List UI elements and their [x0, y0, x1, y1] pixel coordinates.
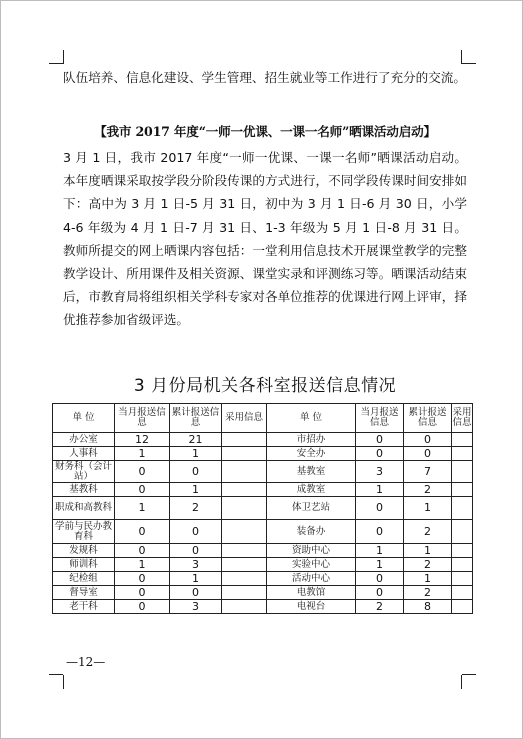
table-row — [53, 544, 473, 558]
cell-monthly: 0 — [356, 586, 404, 600]
table-row — [53, 461, 473, 483]
cell-monthly: 0 — [356, 520, 404, 544]
header-unit: 单 位 — [53, 404, 115, 433]
cell-monthly: 1 — [356, 544, 404, 558]
cell-cumulative: 1 — [404, 544, 452, 558]
cell-monthly: 0 — [115, 572, 170, 586]
crop-mark-bottom-right — [462, 674, 476, 675]
cell-unit: 实验中心 — [267, 558, 356, 572]
crop-mark-bottom-left — [63, 675, 64, 689]
header-cumulative: 累计报送信息 — [404, 404, 452, 433]
cell-adopted — [222, 483, 267, 497]
header-adopted: 采用信息 — [222, 404, 267, 433]
cell-monthly: 1 — [356, 558, 404, 572]
cell-adopted — [222, 544, 267, 558]
cell-monthly: 1 — [115, 497, 170, 520]
crop-mark-bottom-left — [49, 674, 63, 675]
cell-monthly: 0 — [115, 586, 170, 600]
table-header-row — [53, 404, 473, 433]
cell-cumulative: 2 — [404, 586, 452, 600]
table-row — [53, 600, 473, 614]
cell-monthly: 0 — [115, 520, 170, 544]
cell-cumulative: 2 — [404, 483, 452, 497]
cell-monthly: 3 — [356, 461, 404, 483]
cell-cumulative: 8 — [404, 600, 452, 614]
table-row — [53, 447, 473, 461]
cell-cumulative: 3 — [170, 600, 222, 614]
cell-monthly: 1 — [115, 447, 170, 461]
cell-cumulative: 0 — [170, 520, 222, 544]
cell-adopted — [222, 433, 267, 447]
cell-adopted — [222, 461, 267, 483]
cell-cumulative: 0 — [170, 544, 222, 558]
cell-cumulative: 2 — [170, 497, 222, 520]
header-monthly: 当月报送信息 — [356, 404, 404, 433]
cell-unit: 基教科 — [53, 483, 115, 497]
header-unit: 单 位 — [267, 404, 356, 433]
cell-adopted — [452, 558, 473, 572]
cell-cumulative: 0 — [170, 586, 222, 600]
crop-mark-top-right — [462, 63, 476, 64]
cell-adopted — [222, 600, 267, 614]
crop-mark-bottom-right — [461, 675, 462, 689]
cell-unit: 基教室 — [267, 461, 356, 483]
cell-monthly: 0 — [115, 461, 170, 483]
table-row — [53, 433, 473, 447]
page-number: —12— — [66, 655, 106, 669]
table-row — [53, 586, 473, 600]
table-title: 3 月份局机关各科室报送信息情况 — [133, 376, 397, 396]
cell-unit: 师训科 — [53, 558, 115, 572]
cell-adopted — [222, 520, 267, 544]
cell-unit: 发规科 — [53, 544, 115, 558]
section-body: 3 月 1 日，我市 2017 年度“一师一优课、一课一名师”晒课活动启动。本年度晒课采取按学段分阶段传课的方式进行，不同学段传课时间安排如下：高中为 3 月 1 日-5 月 31 日，初中为 3 月 1 日-6 月 30 日，小学 4-6 年级为 4 月 1 日-7 月 31 日、1-3 年级为 5 月 1 日-8 月 31 日。教师所提交的网上晒课内容包括：一堂利用信息技术开展课堂教学的完整教学设计、所用课件及相关资源、课堂实录和评测练习等。晒课活动结束后，市教育局将组织相关学科专家对各单位推荐的优课进行网上评审，择优推荐参加省级评选。 — [63, 150, 467, 328]
header-monthly: 当月报送信息 — [115, 404, 170, 433]
table-row — [53, 572, 473, 586]
table-row — [53, 483, 473, 497]
cell-unit: 学前与民办教育科 — [53, 520, 115, 544]
cell-cumulative: 0 — [170, 461, 222, 483]
cell-unit: 督导室 — [53, 586, 115, 600]
cell-adopted — [452, 572, 473, 586]
cell-adopted — [452, 600, 473, 614]
cell-cumulative: 1 — [404, 497, 452, 520]
section-heading: 【我市 2017 年度“一师一优课、一课一名师”晒课活动启动】 — [94, 124, 436, 139]
cell-monthly: 0 — [115, 544, 170, 558]
cell-unit: 活动中心 — [267, 572, 356, 586]
info-table — [52, 403, 473, 614]
cell-unit: 资助中心 — [267, 544, 356, 558]
cell-adopted — [452, 544, 473, 558]
cell-monthly: 0 — [356, 497, 404, 520]
cell-adopted — [222, 586, 267, 600]
cell-unit: 办公室 — [53, 433, 115, 447]
intro-paragraph: 队伍培养、信息化建设、学生管理、招生就业等工作进行了充分的交流。 — [63, 70, 466, 85]
crop-mark-top-right — [461, 50, 462, 64]
cell-cumulative: 1 — [404, 572, 452, 586]
cell-adopted — [452, 483, 473, 497]
table-row — [53, 558, 473, 572]
cell-monthly: 0 — [356, 433, 404, 447]
cell-monthly: 0 — [115, 483, 170, 497]
cell-cumulative: 1 — [170, 483, 222, 497]
cell-adopted — [222, 558, 267, 572]
cell-monthly: 0 — [356, 572, 404, 586]
cell-monthly: 1 — [356, 483, 404, 497]
cell-unit: 成教室 — [267, 483, 356, 497]
cell-unit: 老干科 — [53, 600, 115, 614]
cell-unit: 市招办 — [267, 433, 356, 447]
cell-adopted — [452, 433, 473, 447]
cell-cumulative: 1 — [170, 572, 222, 586]
cell-unit: 装备办 — [267, 520, 356, 544]
header-adopted: 采用信息 — [452, 404, 473, 433]
crop-mark-top-left — [49, 63, 63, 64]
crop-mark-top-left — [63, 50, 64, 64]
cell-unit: 电教馆 — [267, 586, 356, 600]
cell-adopted — [222, 497, 267, 520]
cell-unit: 职成和高教科 — [53, 497, 115, 520]
cell-cumulative: 7 — [404, 461, 452, 483]
cell-cumulative: 3 — [170, 558, 222, 572]
cell-adopted — [452, 461, 473, 483]
cell-unit: 人事科 — [53, 447, 115, 461]
cell-cumulative: 1 — [170, 447, 222, 461]
cell-unit: 安全办 — [267, 447, 356, 461]
cell-unit: 体卫艺站 — [267, 497, 356, 520]
cell-unit: 纪检组 — [53, 572, 115, 586]
cell-cumulative: 2 — [404, 520, 452, 544]
cell-monthly: 2 — [356, 600, 404, 614]
cell-monthly: 0 — [115, 600, 170, 614]
cell-monthly: 1 — [115, 558, 170, 572]
cell-adopted — [452, 586, 473, 600]
cell-adopted — [222, 447, 267, 461]
table-row — [53, 520, 473, 544]
cell-cumulative: 21 — [170, 433, 222, 447]
cell-cumulative: 2 — [404, 558, 452, 572]
cell-unit: 财务科（会计站） — [53, 461, 115, 483]
cell-adopted — [222, 572, 267, 586]
cell-cumulative: 0 — [404, 433, 452, 447]
cell-monthly: 0 — [356, 447, 404, 461]
cell-adopted — [452, 497, 473, 520]
cell-unit: 电视台 — [267, 600, 356, 614]
cell-adopted — [452, 447, 473, 461]
header-cumulative: 累计报送信息 — [170, 404, 222, 433]
cell-cumulative: 0 — [404, 447, 452, 461]
table-row — [53, 497, 473, 520]
cell-adopted — [452, 520, 473, 544]
cell-monthly: 12 — [115, 433, 170, 447]
